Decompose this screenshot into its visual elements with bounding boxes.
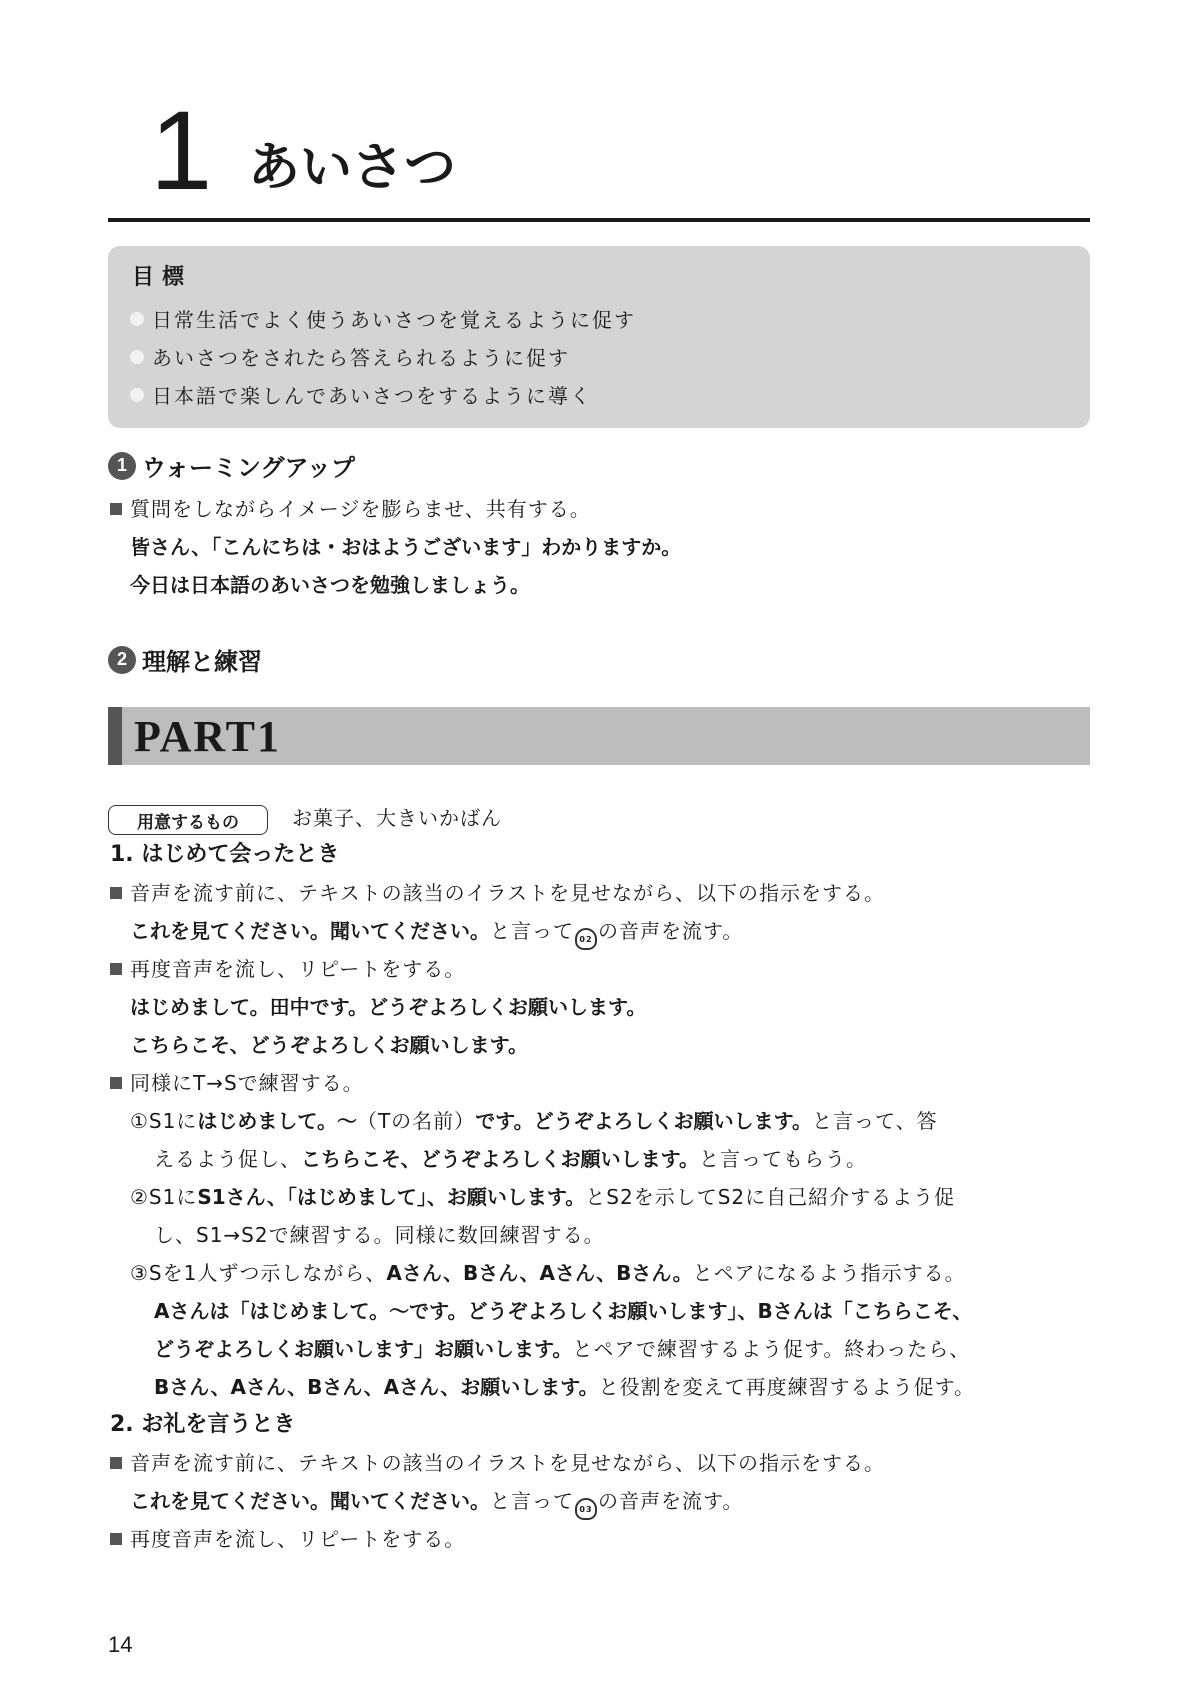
step-bold: です。どうぞよろしくお願いします。 (475, 1109, 812, 1133)
square-bullet-icon (110, 1533, 122, 1545)
chapter-divider (108, 218, 1090, 222)
step-text: と言って、答 (812, 1109, 938, 1133)
dialog-line: こちらこそ、どうぞよろしくお願いします。 (130, 1033, 528, 1057)
dialog-line: はじめまして。田中です。どうぞよろしくお願いします。 (130, 995, 647, 1019)
goal-item (130, 380, 592, 409)
cue-line (130, 916, 743, 950)
step-bold: Aさん、Bさん、Aさん、Bさん。 (386, 1261, 693, 1285)
instruction-text: 再度音声を流し、リピートをする。 (130, 1527, 466, 1551)
instruction-line (110, 1068, 364, 1098)
step-bold: どうぞよろしくお願いします」お願いします。 (154, 1337, 573, 1361)
step-text: （Tの名前） (356, 1109, 476, 1133)
step-line (130, 1182, 955, 1212)
goal-item (130, 342, 570, 371)
cue-text: の音声を流す。 (598, 919, 744, 943)
prep-tag: 用意するもの (108, 805, 268, 835)
step-line (130, 1106, 938, 1136)
instruction-text: 再度音声を流し、リピートをする。 (130, 957, 466, 981)
step-text: えるよう促し、 (154, 1147, 301, 1171)
instruction-line (110, 1448, 885, 1478)
step-bold: はじめまして。〜 (197, 1109, 357, 1133)
cue-text: と言って (490, 919, 574, 943)
step-line (154, 1334, 970, 1364)
instruction-line (110, 1524, 465, 1554)
teacher-line: 今日は日本語のあいさつを勉強しましょう。 (130, 573, 530, 597)
instruction-line (110, 954, 465, 984)
square-bullet-icon (110, 963, 122, 975)
cue-text: の音声を流す。 (598, 1489, 744, 1513)
goal-text: 日本語で楽しんであいさつをするように導く (152, 384, 592, 408)
instruction-text: 音声を流す前に、テキストの該当のイラストを見せながら、以下の指示をする。 (130, 881, 885, 905)
cd-audio-icon: 03 (575, 1498, 597, 1520)
square-bullet-icon (110, 1077, 122, 1089)
bullet-dot-icon (130, 350, 144, 364)
step-line (154, 1144, 867, 1174)
section-heading-warmup (108, 448, 355, 483)
number-circle-icon: 1 (108, 452, 136, 480)
step-line: Aさんは「はじめまして。〜です。どうぞよろしくお願いします」、Bさんは「こちらこそ、 (154, 1299, 973, 1323)
subsection-title: 2. お礼を言うとき (110, 1412, 296, 1437)
cue-bold: これを見てください。聞いてください。 (130, 919, 490, 943)
step-line: し、S1→S2で練習する。同様に数回練習する。 (154, 1223, 605, 1247)
part-label: PART1 (134, 712, 281, 761)
square-bullet-icon (110, 1457, 122, 1469)
subsection-title: 1. はじめて会ったとき (110, 842, 340, 867)
chapter-title: あいさつ (248, 138, 457, 198)
step-text: とペアで練習するよう促す。終わったら、 (572, 1337, 971, 1361)
goal-text: 日常生活でよく使うあいさつを覚えるように促す (152, 308, 636, 332)
step-text: ①S1に (130, 1109, 198, 1133)
part-banner (108, 707, 1090, 765)
section-heading-practice (108, 642, 262, 677)
step-text: とペアになるよう指示する。 (692, 1261, 966, 1285)
step-text: ③Sを1人ずつ示しながら、 (130, 1261, 387, 1285)
teacher-line: 皆さん、「こんにちは・おはようございます」わかりますか。 (130, 535, 682, 559)
square-bullet-icon (110, 887, 122, 899)
cue-line (130, 1486, 743, 1520)
cd-audio-icon: 02 (575, 928, 597, 950)
cue-text: と言って (490, 1489, 574, 1513)
part-banner-accent (108, 707, 122, 765)
bullet-dot-icon (130, 312, 144, 326)
instruction-line (110, 494, 591, 524)
square-bullet-icon (110, 503, 122, 515)
goals-heading: 目標 (132, 265, 193, 290)
step-bold: Bさん、Aさん、Bさん、Aさん、お願いします。 (154, 1375, 599, 1399)
goals-box (108, 246, 1090, 428)
step-text: ②S1に (130, 1185, 198, 1209)
page-number: 14 (108, 1632, 133, 1657)
step-bold: こちらこそ、どうぞよろしくお願いします。 (301, 1147, 699, 1171)
number-circle-icon: 2 (108, 646, 136, 674)
instruction-text: 同様にT→Sで練習する。 (130, 1071, 364, 1095)
step-line (154, 1372, 975, 1402)
goal-text: あいさつをされたら答えられるように促す (152, 346, 570, 370)
instruction-text: 質問をしながらイメージを膨らませ、共有する。 (130, 497, 591, 521)
step-text: と言ってもらう。 (699, 1147, 867, 1171)
step-text: と役割を変えて再度練習するよう促す。 (598, 1375, 976, 1399)
cue-bold: これを見てください。聞いてください。 (130, 1489, 490, 1513)
goal-item (130, 304, 636, 333)
step-bold: S1さん、「はじめまして」、お願いします。 (197, 1185, 586, 1209)
step-line (130, 1258, 966, 1288)
section-title: 理解と練習 (142, 648, 262, 676)
prep-items: お菓子、大きいかばん (292, 806, 502, 830)
bullet-dot-icon (130, 388, 144, 402)
step-text: とS2を示してS2に自己紹介するよう促 (585, 1185, 956, 1209)
section-title: ウォーミングアップ (142, 454, 355, 482)
instruction-line (110, 878, 885, 908)
chapter-number: 1 (150, 88, 213, 213)
instruction-text: 音声を流す前に、テキストの該当のイラストを見せながら、以下の指示をする。 (130, 1451, 885, 1475)
